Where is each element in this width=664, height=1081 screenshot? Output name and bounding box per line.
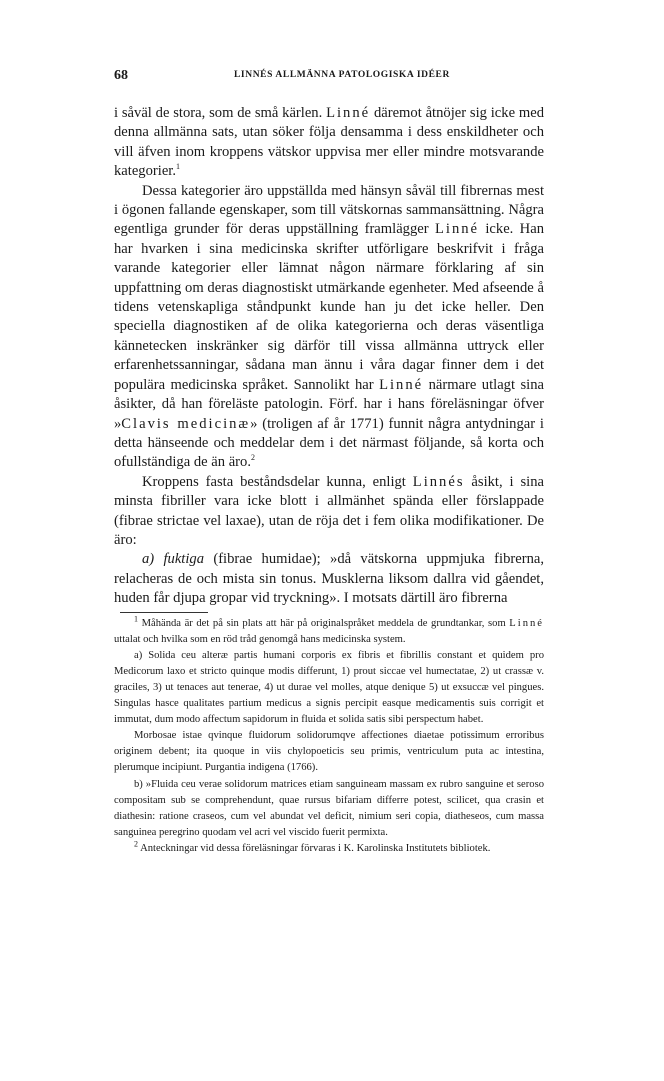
main-text: [114, 104, 544, 609]
footnote: Morbosae istae qvinque fluidorum solidorumqve affectiones diaetae potissimum erroribus originem debent; ita quoque in viis chylopoeticis seu primis, ventriculum puta ac intestina, plerumque incipiunt. Purgantia indigena (1766).: [114, 730, 544, 774]
paragraph: Dessa kategorier äro uppställda med hänsyn såväl till fibrernas mest i ögonen fallande egenskaper, som till vätskornas sammansättning. Några egentliga grunder för deras uppställning framlägger Linné icke. Han har hvarken i sina medicinska skrifter utförligare beskrifvit i fråga varande kategorier eller lämnat någon närmare förklaring af sin uppfattning om deras diagnostiskt utmärkande egenheter. Med afseende å tidens vetenskapliga ståndpunkt kunde han ju det icke heller. Den speciella diagnostiken af de olika kategorierna och deras väsentliga kännetecken inskränker sig därför till vissa allmänna uttryck eller erfarenhetssanningar, sådana man ännu i våra dagar finner dem i det populära medicinska språket. Sannolikt har Linné närmare utlagt sina åsikter, då han föreläste patologin. Förf. har i hans föreläsningar öfver »Clavis medicinæ» (troligen af år 1771) funnit några antydningar i detta hänseende och meddelar dem i det närmast följande, så korta och ofullständiga de än äro.$^2$: [114, 182, 544, 471]
page-content: [114, 68, 544, 857]
running-title: LINNÉS ALLMÄNNA PATOLOGISKA IDÉER: [234, 70, 450, 80]
footnote: a) Solida ceu alteræ partis humani corporis ex fibris et fibrillis constant et quidem pro Medicorum laxo et stricto quinque modis differunt, 1) prout siccae vel humectatae, 2) ut crassæ v. graciles, 3) ut tenaces aut tenerae, 4) ut durae vel molles, atque denique 5) ut exsuccæ vel pingues. Singulas hasce qualitates partium medicus a signis percipit easque medicamentis suis corrigit et immutat, dum modo affectum sapidorum in fluida et solida satis sibi perspectum habet.: [114, 649, 544, 726]
paragraph: a) fuktiga (fibrae humidae); »då vätskorna uppmjuka fibrerna, relacheras de och mista sin tonus. Musklerna liksom dallra vid gåendet, huden får djupa gropar vid tryckning». I motsats därtill äro fibrerna: [114, 551, 544, 607]
footnote-ref: 1: [176, 162, 180, 172]
category-label: a) fuktiga: [142, 551, 205, 568]
page-number: 68: [114, 68, 128, 83]
footnote: $^1$ Måhända är det på sin plats att här på originalspråket meddela de grundtankar, som Linné uttalat och hvilka som en röd tråd genomgå hans medicinska system.: [114, 614, 544, 645]
page-header: [114, 68, 544, 88]
footnote-divider: [120, 612, 208, 613]
footnote: b) »Fluida ceu verae solidorum matrices etiam sanguineam massam ex rubro sanguine et seroso compositam sub se comprehendunt, quae rursus bifariam differre potest, scilicet, qua crasin et diathesin: ratione craseos, cum vel abundat vel deficit, nimium seri copia, diatheseos, cum massa sanguinea peregrino quodam vel acri vel viscido fuerit permixta.: [114, 778, 544, 838]
paragraph: i såväl de stora, som de små kärlen. Linné däremot åtnöjer sig icke med denna allmänna sats, utan söker följa densamma i dess enskildheter och vill äfven inom kroppens vätskor uppvisa mer eller mindre motsvarande kategorier.$^1$: [114, 105, 544, 180]
footnotes: [114, 616, 544, 857]
paragraph: Kroppens fasta beståndsdelar kunna, enligt Linnés åsikt, i sina minsta fibriller vara icke blott i allmänhet spända eller förslappade (fibrae strictae vel laxae), utan de röja det i fem olika modifikationer. De äro:: [114, 473, 544, 548]
footnote: $^2$ Anteckningar vid dessa föreläsningar förvaras i K. Karolinska Institutets bibliotek.: [134, 839, 491, 854]
footnote-ref: 2: [250, 453, 255, 463]
